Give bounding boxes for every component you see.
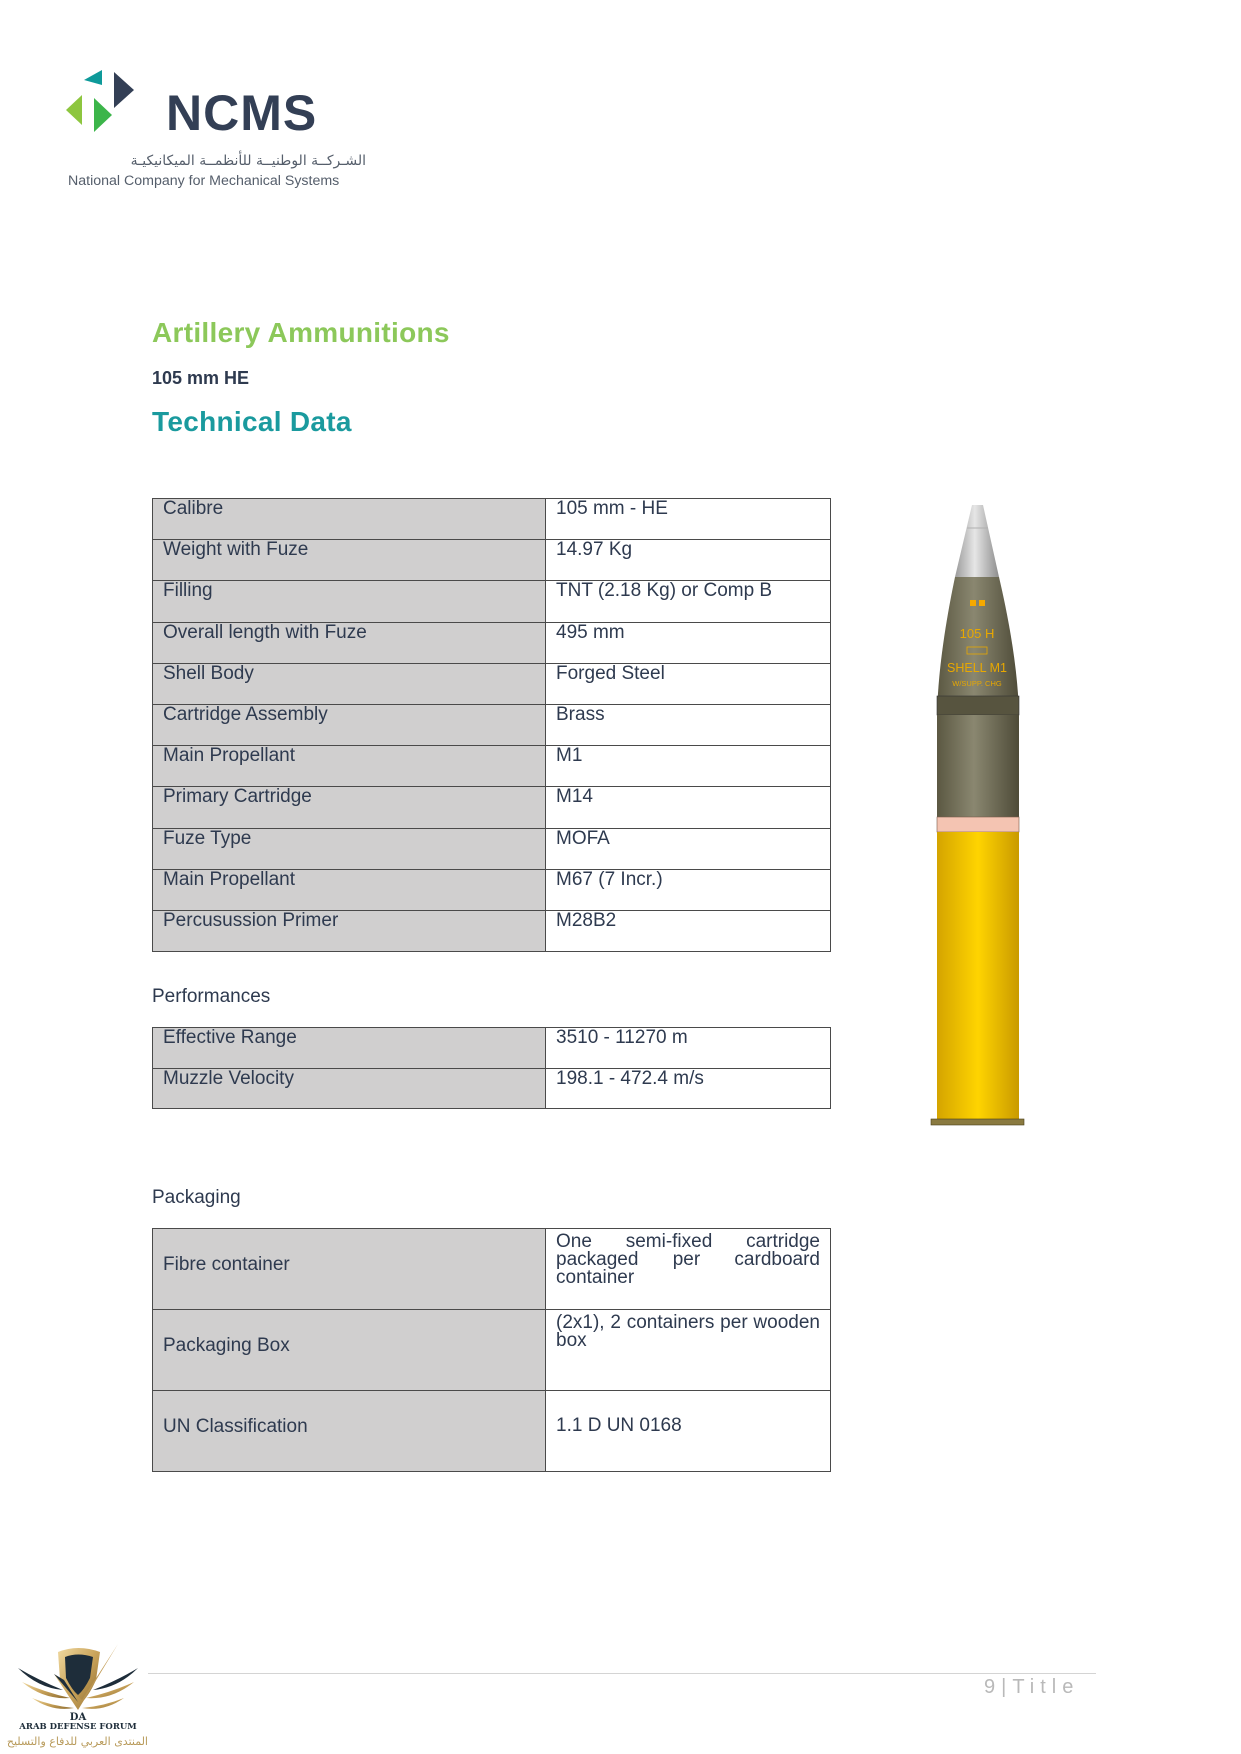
row-value: M14 [546,787,831,828]
table-row [153,869,831,910]
page-title: Title [1012,1676,1080,1698]
category-title: Artillery Ammunitions [152,317,450,348]
shell-illustration [925,500,1035,1130]
row-value: M67 (7 Incr.) [546,869,831,910]
table-row [153,704,831,745]
technical-data-table [152,498,831,952]
row-value: 198.1 - 472.4 m/s [546,1068,831,1109]
row-value: 105 mm - HE [546,499,831,540]
table-row [153,910,831,951]
row-label: Calibre [153,499,546,540]
performances-table [152,1027,831,1109]
row-label: Effective Range [153,1028,546,1069]
logo-arabic-name: الشـركــة الوطنيــة للأنظمــة الميكانيكيـة [130,153,366,169]
table-row [153,663,831,704]
forum-name-arabic: المنتدى العربي للدفاع والتسليح [6,1735,148,1748]
row-label: Main Propellant [153,869,546,910]
row-value: Forged Steel [546,663,831,704]
row-value: M1 [546,746,831,787]
product-name: 105 mm HE [152,368,250,388]
row-label: Fibre container [153,1229,546,1310]
marking-shell: SHELL M1 [947,661,1007,675]
cartridge-case [937,832,1019,1120]
table-row [153,1391,831,1472]
ncms-logo [66,70,376,195]
row-label: Filling [153,581,546,622]
case-rim [931,1119,1024,1125]
section-title: Technical Data [152,406,352,437]
row-value: 14.97 Kg [546,540,831,581]
row-label: Shell Body [153,663,546,704]
table-row [153,1028,831,1069]
row-label: Cartridge Assembly [153,704,546,745]
row-value: One semi-fixed cartridge packaged per cardboard container [546,1229,831,1310]
shell-body [937,715,1019,817]
row-value: M28B2 [546,910,831,951]
page-number: 9 [984,1676,1002,1698]
artillery-shell-icon [925,500,1035,1130]
row-label: Packaging Box [153,1310,546,1391]
table-row [153,540,831,581]
shell-ogive [937,577,1019,715]
row-label: Fuze Type [153,828,546,869]
fuze-tip [955,505,999,577]
logo-english-name: National Company for Mechanical Systems [68,173,340,189]
logo-lime-triangle [66,95,82,125]
forum-emblem-icon [8,1640,148,1722]
shell-band [937,696,1019,715]
row-label: Muzzle Velocity [153,1068,546,1109]
packaging-heading: Packaging [152,1187,241,1208]
table-row [153,1229,831,1310]
packaging-table [152,1228,831,1472]
row-label: Percusussion Primer [153,910,546,951]
table-row [153,828,831,869]
table-row [153,746,831,787]
table-row [153,787,831,828]
row-label: Overall length with Fuze [153,622,546,663]
row-value: (2x1), 2 containers per wooden box [546,1310,831,1391]
logo-navy-triangle [114,72,134,108]
row-value: Brass [546,704,831,745]
row-label: Main Propellant [153,746,546,787]
marking-charge: W/SUPP. CHG [952,679,1002,688]
row-label: Weight with Fuze [153,540,546,581]
table-row [153,622,831,663]
logo-teal-triangle [84,70,102,85]
table-row [153,581,831,622]
ncms-logo-mark-icon [66,70,166,140]
table-row [153,499,831,540]
table-row [153,1310,831,1391]
forum-name: ARAB DEFENSE FORUM [19,1722,137,1732]
row-value: 495 mm [546,622,831,663]
row-value: 3510 - 11270 m [546,1028,831,1069]
marking-calibre: 105 H [959,626,995,641]
row-value: TNT (2.18 Kg) or Comp B [546,581,831,622]
logo-wordmark: NCMS [166,85,318,141]
arab-defense-forum-logo [8,1640,148,1754]
page-footer [984,1676,1079,1699]
performances-heading: Performances [152,986,271,1007]
row-value: 1.1 D UN 0168 [546,1391,831,1472]
row-label: Primary Cartridge [153,787,546,828]
row-value: MOFA [546,828,831,869]
forum-initials: DA [69,1712,87,1722]
rotating-band [937,817,1019,832]
logo-green-triangle [94,98,112,132]
table-row [153,1068,831,1109]
footer-separator: | [1001,1676,1013,1698]
row-label: UN Classification [153,1391,546,1472]
footer-divider [148,1673,1096,1674]
